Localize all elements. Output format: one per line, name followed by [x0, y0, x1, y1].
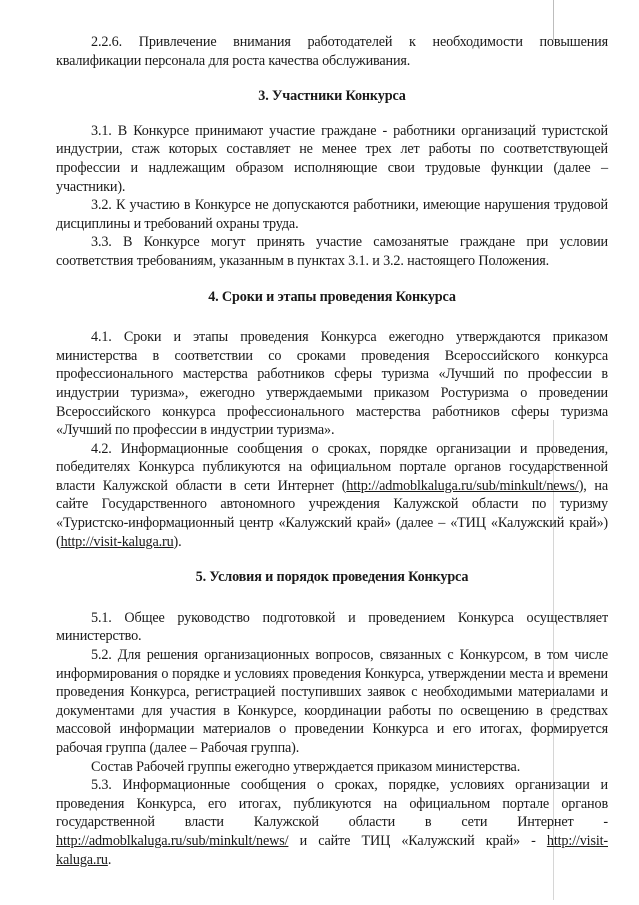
- paragraph-3-2: 3.2. К участию в Конкурсе не допускаются работники, имеющие нарушения трудовой дисциплины и требований охраны труда.: [56, 197, 608, 232]
- paragraph-5-2: 5.2. Для решения организационных вопросов, связанных с Конкурсом, в том числе информирования о порядке и условиях проведения Конкурса, утверждении места и времени проведения Конкурса, регистрацией поступивших заявок с необходимыми материалами и документами для участия в Конкурсе, координации работы по освещению в средствах массовой информации материалов о проведении Конкурса и его итогах, формируется рабочая группа (далее – Рабочая группа).: [56, 647, 608, 756]
- visit-kaluga-link[interactable]: http://visit-kaluga.ru: [60, 533, 174, 550]
- paragraph-5-3-text-a: 5.3. Информационные сообщения о сроках, порядке, условиях организации и проведения Конкурса, его итогах, публикуются на официальном портале органов государственной власти Калужской области в сети Интернет -: [56, 777, 608, 831]
- paragraph-4-2-text-b: ), на сайте Государственного автономного учреждения Калужской области по туризму «Туристско-информационный центр «Калужский край» (далее – «ТИЦ «Калужский край») (: [56, 477, 608, 550]
- paragraph-3-1: 3.1. В Конкурсе принимают участие граждане - работники организаций туристской индустрии, стаж которых составляет не менее трех лет работы по соответствующей профессии и надлежащим образом исполняющие свои трудовые функции (далее – участники).: [56, 122, 608, 195]
- visit-kaluga-link-2[interactable]: http://visit-kaluga.ru: [56, 832, 608, 868]
- section-5-heading: 5. Условия и порядок проведения Конкурса: [195, 569, 469, 586]
- section-4-heading: 4. Сроки и этапы проведения Конкурса: [208, 288, 456, 305]
- document-page: [56, 33, 608, 869]
- section-3-heading: 3. Участники Конкурса: [258, 88, 406, 105]
- paragraph-5-1: 5.1. Общее руководство подготовкой и проведением Конкурса осуществляет министерство.: [56, 609, 608, 645]
- admoblkaluga-link[interactable]: http://admoblkaluga.ru/sub/minkult/news/: [346, 477, 579, 494]
- paragraph-4-2-text-a: 4.2. Информационные сообщения о сроках, порядке организации и проведения, победителях Конкурса публикуются на официальном портале органов государственной власти Калужской области в сети Интернет (: [56, 440, 608, 494]
- admoblkaluga-link-2[interactable]: http://admoblkaluga.ru/sub/minkult/news/: [56, 832, 289, 849]
- paragraph-3-3: 3.3. В Конкурсе могут принять участие самозанятые граждане при условии соответствия требованиям, указанным в пунктах 3.1. и 3.2. настоящего Положения.: [56, 234, 608, 269]
- paragraph-2-2-6: 2.2.6. Привлечение внимания работодателей к необходимости повышения квалификации персонала для роста качества обслуживания.: [56, 34, 608, 69]
- paragraph-4-2: [56, 440, 608, 552]
- paragraph-4-2-text-c: ).: [173, 533, 182, 550]
- paragraph-5-3-text-c: .: [107, 851, 112, 868]
- paragraph-5-3: [56, 776, 608, 869]
- paragraph-5-2-composition: Состав Рабочей группы ежегодно утверждается приказом министерства.: [91, 758, 521, 775]
- paragraph-5-3-text-b: и сайте ТИЦ «Калужский край» -: [288, 832, 547, 849]
- paragraph-4-1: 4.1. Сроки и этапы проведения Конкурса ежегодно утверждаются приказом министерства в соответствии со сроками проведения Всероссийского конкурса профессионального мастерства работников сферы туризма «Лучший по профессии в индустрии туризма», ежегодно утверждаемыми приказом Ростуризма о проведении Всероссийского конкурса профессионального мастерства работников сферы туризма «Лучший по профессии в индустрии туризма».: [56, 329, 608, 439]
